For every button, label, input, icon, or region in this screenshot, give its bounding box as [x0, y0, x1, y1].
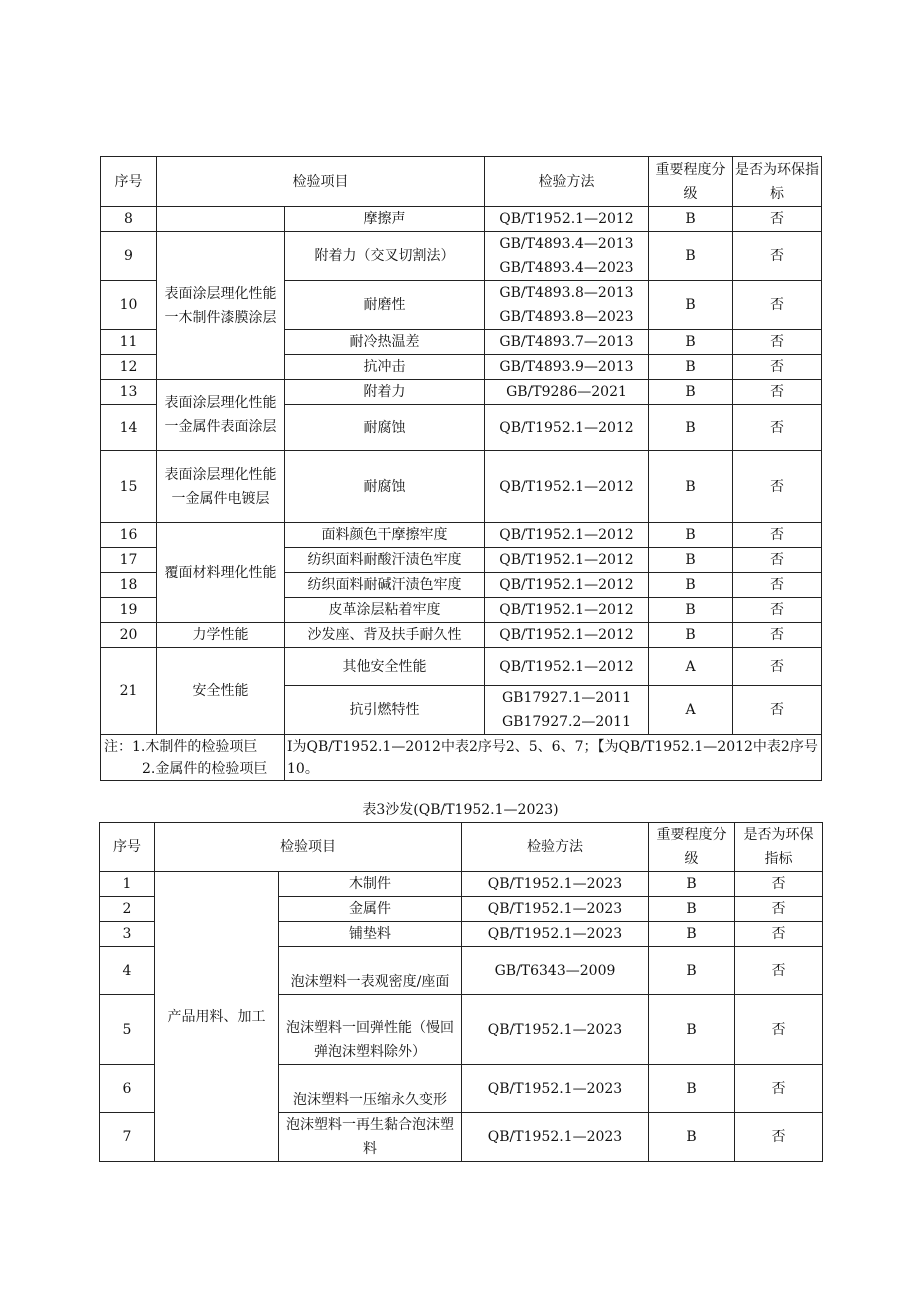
cell-seq: 14: [101, 405, 157, 451]
table-row: [101, 380, 822, 405]
table-caption: 表3沙发(QB/T1952.1—2023): [362, 802, 559, 818]
cell-seq: 18: [101, 573, 157, 598]
cell-method: QB/T1952.1—2012: [485, 207, 649, 232]
table-header-row: [101, 157, 822, 207]
header-eco: 是否为环保指标: [735, 823, 823, 872]
table-row: [101, 648, 822, 686]
cell-grade: B: [649, 405, 733, 451]
group-safety: 安全性能: [157, 648, 285, 735]
cell-item: 面料颜色干摩擦牢度: [285, 523, 485, 548]
cell-item: 纺织面料耐碱汗渍色牢度: [285, 573, 485, 598]
cell-item: 摩擦声: [285, 207, 485, 232]
cell-grade: B: [649, 1113, 735, 1162]
table-row: [101, 523, 822, 548]
cell-eco: 否: [735, 1113, 823, 1162]
cell-eco: 否: [733, 207, 822, 232]
cell-grade: B: [649, 1065, 735, 1113]
group-metal-plating: 表面涂层理化性能一金属件电镀层: [157, 451, 285, 523]
header-method: 检验方法: [485, 157, 649, 207]
inspection-table-continued: [100, 156, 822, 781]
header-seq: 序号: [101, 157, 157, 207]
cell-seq: 2: [100, 897, 155, 922]
cell-seq: 20: [101, 623, 157, 648]
cell-grade: B: [649, 623, 733, 648]
cell-item: 沙发座、背及扶手耐久性: [285, 623, 485, 648]
cell-eco: 否: [735, 897, 823, 922]
cell-item: 耐磨性: [285, 281, 485, 330]
cell-seq: 17: [101, 548, 157, 573]
cell-item: 泡沫塑料一再生黏合泡沫塑料: [279, 1113, 462, 1162]
cell-item: 耐腐蚀: [285, 405, 485, 451]
cell-seq: 15: [101, 451, 157, 523]
cell-group-empty: [157, 207, 285, 232]
cell-method: QB/T1952.1—2023: [462, 897, 649, 922]
cell-grade: B: [649, 232, 733, 281]
cell-item: 木制件: [279, 872, 462, 897]
cell-method: GB/T9286—2021: [485, 380, 649, 405]
cell-method: GB17927.1—2011 GB17927.2—2011: [485, 686, 649, 735]
cell-method: GB/T4893.7—2013: [485, 330, 649, 355]
cell-method: GB/T4893.8—2013 GB/T4893.8—2023: [485, 281, 649, 330]
header-seq: 序号: [100, 823, 155, 872]
cell-item: 其他安全性能: [285, 648, 485, 686]
cell-item: 附着力（交叉切割法）: [285, 232, 485, 281]
table-row: [101, 451, 822, 523]
cell-method: QB/T1952.1—2012: [485, 573, 649, 598]
cell-eco: 否: [735, 1065, 823, 1113]
cell-grade: B: [649, 947, 735, 995]
cell-method: QB/T1952.1—2012: [485, 623, 649, 648]
cell-item: 铺垫料: [279, 922, 462, 947]
cell-method: QB/T1952.1—2023: [462, 922, 649, 947]
cell-grade: B: [649, 330, 733, 355]
table-note-row: [101, 735, 822, 781]
cell-seq: 4: [100, 947, 155, 995]
cell-grade: B: [649, 897, 735, 922]
group-mechanics: 力学性能: [157, 623, 285, 648]
cell-eco: 否: [733, 648, 822, 686]
cell-seq: 10: [101, 281, 157, 330]
cell-eco: 否: [733, 451, 822, 523]
cell-method: QB/T1952.1—2012: [485, 648, 649, 686]
cell-grade: B: [649, 598, 733, 623]
table-row: [101, 623, 822, 648]
note-label: 注：1.木制件的检验项巨 2.金属件的检验项巨: [101, 735, 285, 781]
cell-method: GB/T4893.4—2013 GB/T4893.4—2023: [485, 232, 649, 281]
cell-method: GB/T4893.9—2013: [485, 355, 649, 380]
group-metal-coating: 表面涂层理化性能一金属件表面涂层: [157, 380, 285, 451]
cell-eco: 否: [735, 995, 823, 1065]
cell-grade: B: [649, 523, 733, 548]
cell-seq: 21: [101, 648, 157, 735]
cell-eco: 否: [733, 355, 822, 380]
cell-method: QB/T1952.1—2012: [485, 598, 649, 623]
cell-grade: B: [649, 281, 733, 330]
cell-grade: B: [649, 548, 733, 573]
cell-seq: 9: [101, 232, 157, 281]
header-importance: 重要程度分级: [649, 157, 733, 207]
cell-grade: A: [649, 686, 733, 735]
cell-eco: 否: [735, 947, 823, 995]
cell-method: QB/T1952.1—2023: [462, 1065, 649, 1113]
cell-item: 皮革涂层粘着牢度: [285, 598, 485, 623]
cell-seq: 16: [101, 523, 157, 548]
header-item: 检验项目: [155, 823, 462, 872]
cell-seq: 8: [101, 207, 157, 232]
cell-method: QB/T1952.1—2023: [462, 995, 649, 1065]
cell-item: 纺织面料耐酸汗渍色牢度: [285, 548, 485, 573]
cell-grade: A: [649, 648, 733, 686]
group-wood-coating: 表面涂层理化性能一木制件漆膜涂层: [157, 232, 285, 380]
cell-eco: 否: [733, 380, 822, 405]
cell-grade: B: [649, 995, 735, 1065]
cell-method: QB/T1952.1—2012: [485, 451, 649, 523]
cell-method: QB/T1952.1—2012: [485, 548, 649, 573]
cell-item: 泡沫塑料一回弹性能（慢回弹泡沫塑料除外）: [279, 995, 462, 1065]
cell-grade: B: [649, 355, 733, 380]
cell-eco: 否: [733, 405, 822, 451]
cell-eco: 否: [733, 598, 822, 623]
cell-eco: 否: [735, 922, 823, 947]
group-cover-material: 覆面材料理化性能: [157, 523, 285, 623]
cell-grade: B: [649, 451, 733, 523]
cell-item: 金属件: [279, 897, 462, 922]
cell-grade: B: [649, 207, 733, 232]
header-importance: 重要程度分级: [649, 823, 735, 872]
cell-seq: 6: [100, 1065, 155, 1113]
table-row: [100, 872, 823, 897]
header-method: 检验方法: [462, 823, 649, 872]
cell-eco: 否: [733, 623, 822, 648]
cell-eco: 否: [733, 548, 822, 573]
group-materials: 产品用料、加工: [155, 872, 279, 1162]
cell-grade: B: [649, 872, 735, 897]
table-row: [101, 207, 822, 232]
cell-item: 抗引燃特性: [285, 686, 485, 735]
cell-seq: 19: [101, 598, 157, 623]
cell-eco: 否: [733, 330, 822, 355]
cell-grade: B: [649, 573, 733, 598]
header-eco: 是否为环保指标: [733, 157, 822, 207]
table-row: [101, 232, 822, 281]
cell-eco: 否: [733, 523, 822, 548]
cell-item: 耐腐蚀: [285, 451, 485, 523]
cell-item: 耐冷热温差: [285, 330, 485, 355]
cell-method: GB/T6343—2009: [462, 947, 649, 995]
sofa-inspection-table: [99, 822, 823, 1162]
cell-seq: 11: [101, 330, 157, 355]
cell-grade: B: [649, 380, 733, 405]
header-item: 检验项目: [157, 157, 485, 207]
cell-item: 附着力: [285, 380, 485, 405]
cell-method: QB/T1952.1—2012: [485, 523, 649, 548]
cell-eco: 否: [733, 573, 822, 598]
cell-seq: 12: [101, 355, 157, 380]
cell-method: QB/T1952.1—2012: [485, 405, 649, 451]
cell-seq: 7: [100, 1113, 155, 1162]
cell-item: 泡沫塑料一压缩永久变形: [279, 1065, 462, 1113]
cell-eco: 否: [733, 232, 822, 281]
cell-seq: 1: [100, 872, 155, 897]
cell-seq: 3: [100, 922, 155, 947]
cell-eco: 否: [733, 281, 822, 330]
table-header-row: [100, 823, 823, 872]
cell-method: QB/T1952.1—2023: [462, 872, 649, 897]
cell-seq: 13: [101, 380, 157, 405]
cell-item: 抗冲击: [285, 355, 485, 380]
cell-eco: 否: [733, 686, 822, 735]
cell-grade: B: [649, 922, 735, 947]
cell-seq: 5: [100, 995, 155, 1065]
cell-eco: 否: [735, 872, 823, 897]
cell-item: 泡沫塑料一表观密度/座面: [279, 947, 462, 995]
cell-method: QB/T1952.1—2023: [462, 1113, 649, 1162]
note-text: I为QB/T1952.1—2012中表2序号2、5、6、7；【为QB/T1952.1—2012中表2序号 10。: [285, 735, 822, 781]
